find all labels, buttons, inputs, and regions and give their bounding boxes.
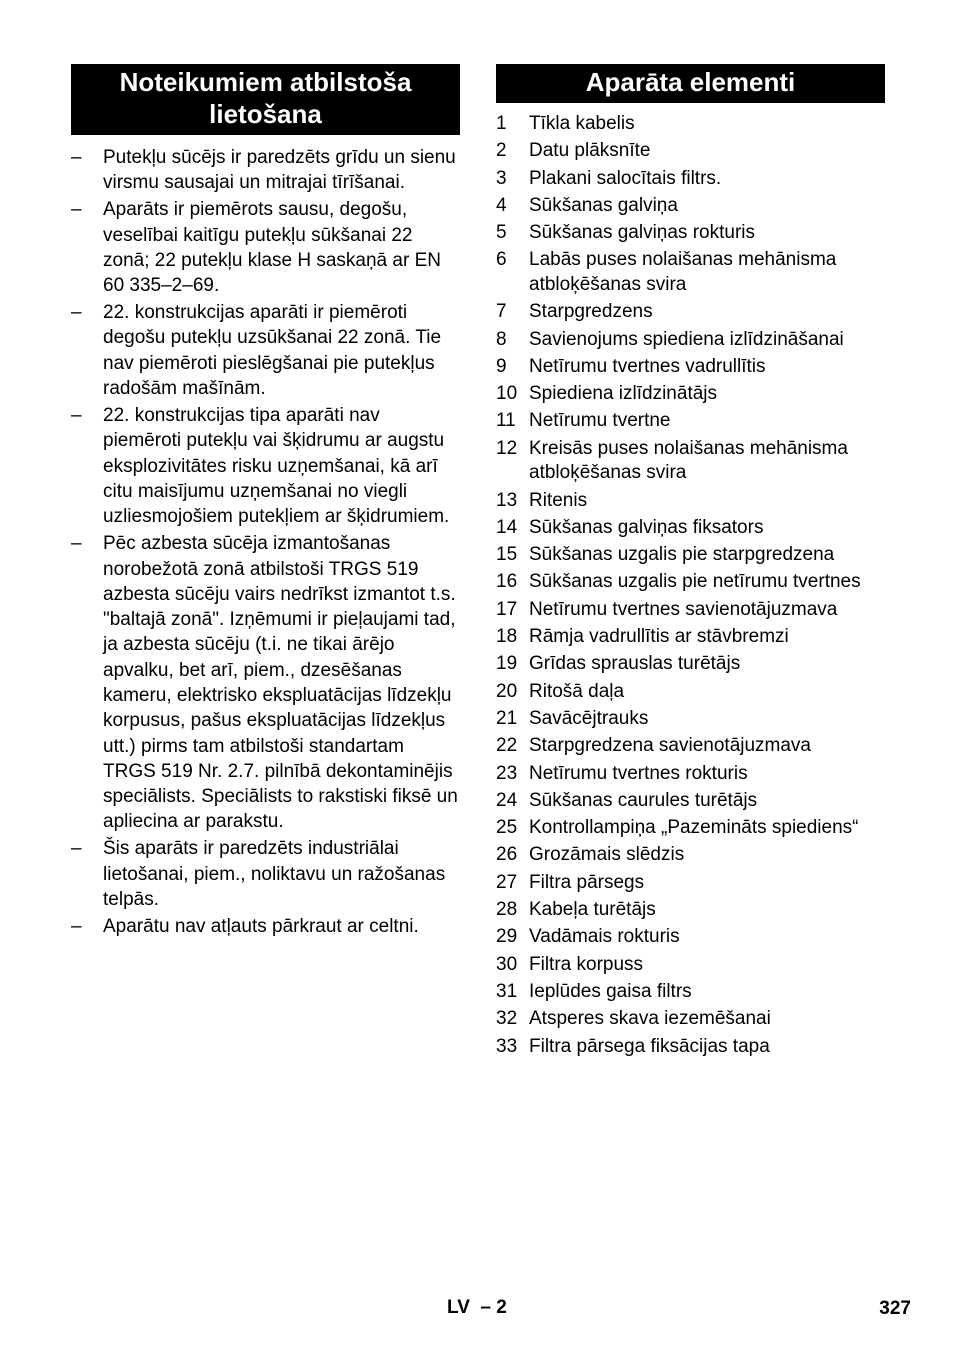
list-item (71, 197, 460, 298)
item-number: 8 (496, 328, 507, 350)
item-label: Netīrumu tvertnes rokturis (529, 762, 748, 784)
list-item-text: 22. konstrukcijas tipa aparāti nav piemēroti putekļu vai šķidrumu ar augstu eksplozivitātes risku uzņemšanai, kā arī citu maisījumu uzņemšanai no viegli uzliesmojošiem putekļiem ar šķidrumiem. (103, 405, 450, 528)
item-label: Atsperes skava iezemēšanai (529, 1008, 771, 1030)
list-item (496, 680, 885, 705)
item-number: 20 (496, 680, 518, 702)
item-label: Filtra pārsega fiksācijas tapa (529, 1035, 770, 1057)
list-item (496, 248, 885, 297)
list-item (496, 1007, 885, 1032)
device-elements-section (496, 64, 885, 1062)
list-item (496, 194, 885, 219)
item-label: Netīrumu tvertnes savienotājuzmava (529, 598, 838, 620)
item-number: 23 (496, 762, 518, 784)
list-item (496, 762, 885, 787)
list-item (496, 355, 885, 380)
list-item (496, 925, 885, 950)
item-number: 16 (496, 571, 518, 593)
dash-bullet: – (71, 533, 82, 555)
item-number: 28 (496, 899, 518, 921)
item-number: 4 (496, 194, 507, 216)
list-item (496, 543, 885, 568)
list-item (496, 789, 885, 814)
item-label: Sūkšanas uzgalis pie starpgredzena (529, 544, 835, 566)
item-label: Ritošā daļa (529, 680, 625, 702)
item-label: Kreisās puses nolaišanas mehānisma atbloķēšanas svira (529, 437, 848, 484)
list-item (496, 1035, 885, 1060)
list-item (496, 139, 885, 164)
item-label: Filtra korpuss (529, 953, 644, 975)
item-label: Netīrumu tvertnes vadrullītis (529, 355, 766, 377)
list-item (71, 403, 460, 529)
item-number: 15 (496, 544, 518, 566)
list-item (496, 816, 885, 841)
dash-bullet: – (71, 916, 82, 938)
item-number: 9 (496, 355, 507, 377)
list-item (496, 652, 885, 677)
dash-bullet: – (71, 199, 82, 221)
list-item (496, 382, 885, 407)
item-number: 6 (496, 249, 507, 271)
list-item (496, 707, 885, 732)
item-label: Starpgredzena savienotājuzmava (529, 735, 812, 757)
list-item-text: Putekļu sūcējs ir paredzēts grīdu un sienu virsmu sausajai un mitrajai tīrīšanai. (103, 147, 456, 194)
list-item (71, 836, 460, 912)
item-number: 29 (496, 926, 518, 948)
list-item (71, 531, 460, 835)
item-label: Tīkla kabelis (529, 113, 635, 134)
list-item (496, 328, 885, 353)
item-label: Savienojums spiediena izlīdzināšanai (529, 328, 844, 350)
dash-bullet: – (71, 147, 82, 168)
item-label: Ritenis (529, 489, 588, 511)
item-number: 25 (496, 817, 518, 839)
list-item (71, 145, 460, 196)
item-number: 11 (496, 410, 516, 432)
item-label: Netīrumu tvertne (529, 410, 671, 432)
list-item (496, 221, 885, 246)
item-number: 13 (496, 489, 518, 511)
item-label: Grīdas sprauslas turētājs (529, 653, 741, 675)
list-item (496, 112, 885, 137)
dash-bullet: – (71, 405, 82, 427)
list-item (496, 898, 885, 923)
list-item (496, 300, 885, 325)
intended-use-section (71, 64, 460, 941)
item-label: Ieplūdes gaisa filtrs (529, 980, 692, 1002)
list-item (71, 300, 460, 401)
item-label: Kabeļa turētājs (529, 899, 656, 921)
item-label: Sūkšanas uzgalis pie netīrumu tvertnes (529, 571, 861, 593)
item-number: 27 (496, 871, 518, 893)
dash-bullet: – (71, 838, 82, 860)
item-label: Datu plāksnīte (529, 140, 651, 162)
list-item-text: Pēc azbesta sūcēja izmantošanas norobežotā zonā atbilstoši TRGS 519 azbesta sūcēju vairs nedrīkst izmantot t.s. "baltajā zonā". Izņēmumi ir pieļaujami tad, ja azbesta sūcēju (t.i. ne tikai ārējo apvalku, bet arī, piem., dzesēšanas kameru, elektrisko ekspluatācijas līdzekļu korpusus, pašus ekspluatācijas līdzekļus utt.) pirms tam atbilstoši standartam TRGS 519 Nr. 2.7. pilnībā dekontaminējis speciālists. Speciālists to rakstiski fiksē un apliecina ar parakstu. (103, 533, 458, 833)
list-item (496, 734, 885, 759)
item-label: Savācējtrauks (529, 707, 649, 729)
item-number: 5 (496, 222, 507, 244)
list-item (496, 843, 885, 868)
item-number: 30 (496, 953, 518, 975)
list-item (496, 437, 885, 486)
item-label: Starpgredzens (529, 301, 653, 323)
list-item (496, 570, 885, 595)
item-number: 32 (496, 1008, 518, 1030)
intended-use-heading: Noteikumiem atbilstoša lietošana (71, 64, 460, 135)
item-number: 10 (496, 383, 518, 405)
item-label: Sūkšanas galviņa (529, 194, 678, 216)
item-label: Grozāmais slēdzis (529, 844, 685, 866)
list-item (496, 598, 885, 623)
device-elements-heading: Aparāta elementi (496, 64, 885, 103)
list-item (496, 516, 885, 541)
list-item (496, 953, 885, 978)
item-number: 21 (496, 707, 518, 729)
item-number: 33 (496, 1035, 518, 1057)
item-number: 7 (496, 301, 507, 323)
list-item-text: Aparātu nav atļauts pārkraut ar celtni. (103, 916, 419, 938)
list-item (496, 980, 885, 1005)
list-item (496, 625, 885, 650)
item-number: 18 (496, 626, 518, 648)
item-label: Filtra pārsegs (529, 871, 645, 893)
item-number: 26 (496, 844, 518, 866)
dash-bullet: – (71, 302, 82, 324)
item-number: 24 (496, 789, 518, 811)
item-label: Kontrollampiņa „Pazemināts spiediens“ (529, 817, 859, 839)
item-number: 19 (496, 653, 518, 675)
intended-use-list (71, 145, 460, 939)
item-number: 22 (496, 735, 518, 757)
item-label: Plakani salocītais filtrs. (529, 167, 722, 189)
item-label: Rāmja vadrullītis ar stāvbremzi (529, 626, 789, 648)
item-number: 14 (496, 516, 518, 538)
list-item-text: Šis aparāts ir paredzēts industriālai lietošanai, piem., noliktavu un ražošanas telpās. (103, 838, 446, 911)
item-number: 31 (496, 980, 518, 1002)
device-elements-list (496, 112, 885, 1059)
list-item-text: 22. konstrukcijas aparāti ir piemēroti degošu putekļu uzsūkšanai 22 zonā. Tie nav piemēroti pieslēgšanai pie putekļus radošām mašīnām. (103, 302, 442, 400)
item-number: 3 (496, 167, 507, 189)
item-label: Sūkšanas caurules turētājs (529, 789, 758, 811)
footer-page-number: 327 (879, 1298, 911, 1319)
item-label: Sūkšanas galviņas rokturis (529, 222, 755, 244)
list-item (496, 409, 885, 434)
item-number: 1 (496, 113, 507, 134)
footer-language-page: LV – 2 (447, 1297, 507, 1318)
item-label: Sūkšanas galviņas fiksators (529, 516, 764, 538)
item-label: Vadāmais rokturis (529, 926, 680, 948)
list-item (496, 489, 885, 514)
list-item (71, 914, 460, 939)
list-item (496, 871, 885, 896)
list-item (496, 167, 885, 192)
item-number: 12 (496, 437, 518, 459)
item-number: 17 (496, 598, 518, 620)
item-label: Spiediena izlīdzinātājs (529, 383, 718, 405)
list-item-text: Aparāts ir piemērots sausu, degošu, veselībai kaitīgu putekļu sūkšanai 22 zonā; 22 putekļu klase H saskaņā ar EN 60 335–2–69. (103, 199, 441, 297)
item-number: 2 (496, 140, 507, 162)
item-label: Labās puses nolaišanas mehānisma atbloķēšanas svira (529, 249, 837, 295)
